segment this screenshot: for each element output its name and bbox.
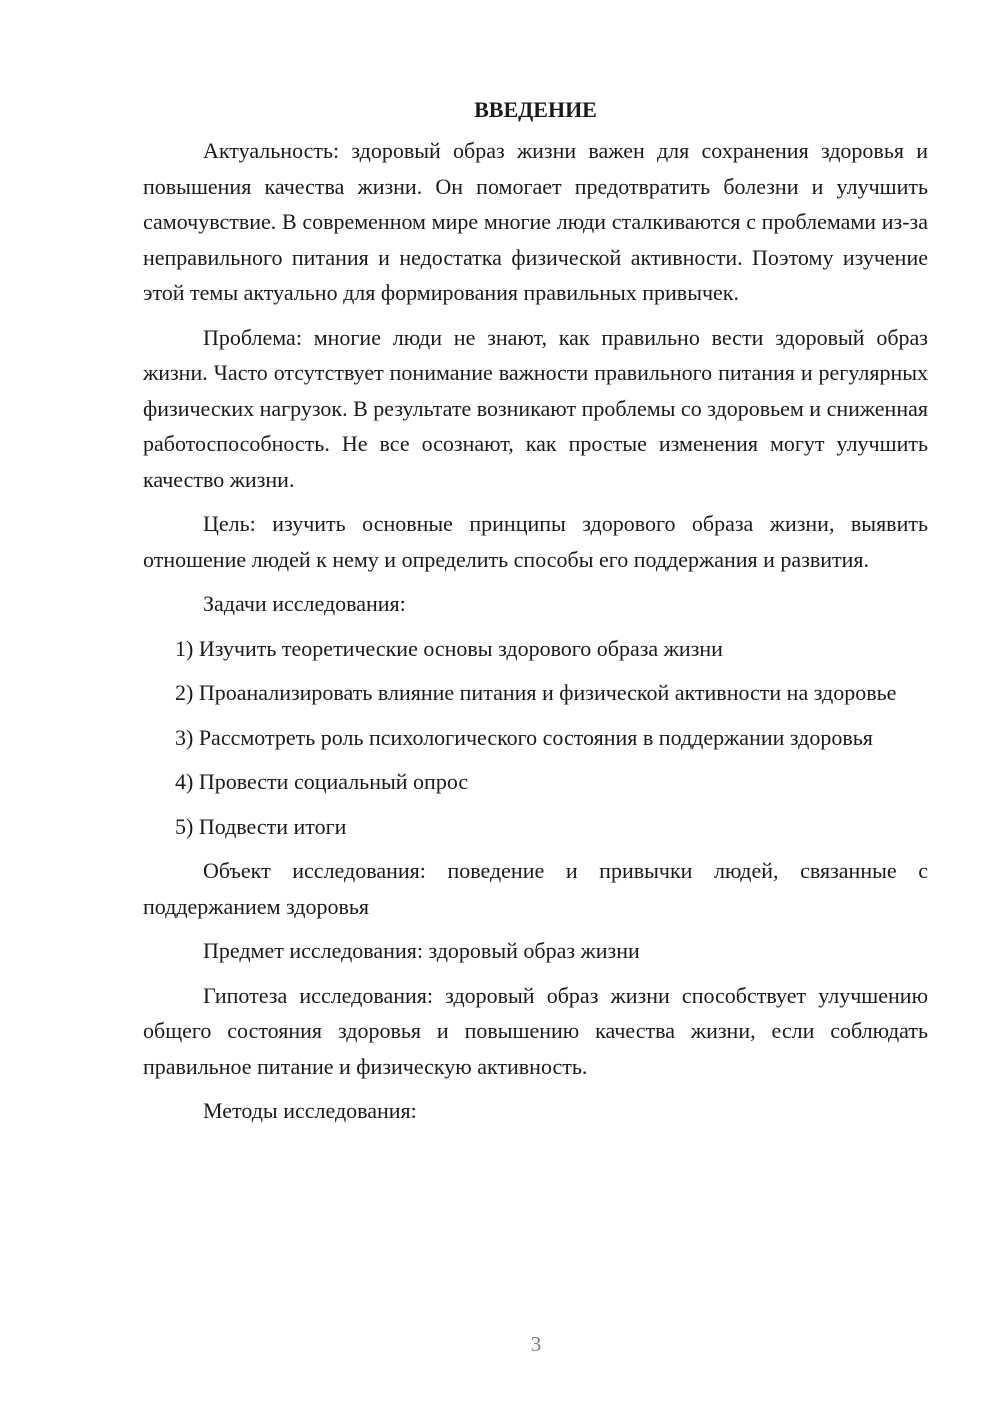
page-number: 3 [530, 1332, 542, 1356]
tasks-heading: Задачи исследования: [203, 591, 406, 616]
object-paragraph: Объект исследования: поведение и привычки людей, связанные с поддержанием здоровья [143, 858, 928, 919]
task-item-5: 5) Подвести итоги [175, 813, 347, 839]
goal-paragraph: Цель: изучить основные принципы здорового образа жизни, выявить отношение людей к нему и определить способы его поддержания и развития. [143, 511, 928, 572]
problem-paragraph: Проблема: многие люди не знают, как правильно вести здоровый образ жизни. Часто отсутствует понимание важности правильного питания и регулярных физических нагрузок. В результате возникают проблемы со здоровьем и сниженная работоспособность. Не все осознают, как простые изменения могут улучшить качество жизни. [143, 324, 928, 492]
task-item-2: 2) Проанализировать влияние питания и физической активности на здоровье [175, 680, 897, 705]
hypothesis-paragraph: Гипотеза исследования: здоровый образ жизни способствует улучшению общего состояния здоровья и повышению качества жизни, если соблюдать правильное питание и физическую активность. [143, 982, 928, 1079]
methods-heading: Методы исследования: [203, 1098, 417, 1123]
subject-paragraph: Предмет исследования: здоровый образ жизни [203, 938, 640, 963]
page-title: ВВЕДЕНИЕ [474, 97, 597, 122]
task-item-4: 4) Провести социальный опрос [175, 769, 469, 794]
text-column [143, 95, 928, 1129]
task-item-1: 1) Изучить теоретические основы здорового образа жизни [175, 635, 723, 661]
task-item-3: 3) Рассмотреть роль психологического состояния в поддержании здоровья [175, 724, 873, 750]
relevance-paragraph: Актуальность: здоровый образ жизни важен для сохранения здоровья и повышения качества жизни. Он помогает предотвратить болезни и улучшить самочувствие. В современном мире многие люди сталкиваются с проблемами из-за неправильного питания и недостатка физической активности. Поэтому изучение этой темы актуально для формирования правильных привычек. [143, 138, 928, 305]
